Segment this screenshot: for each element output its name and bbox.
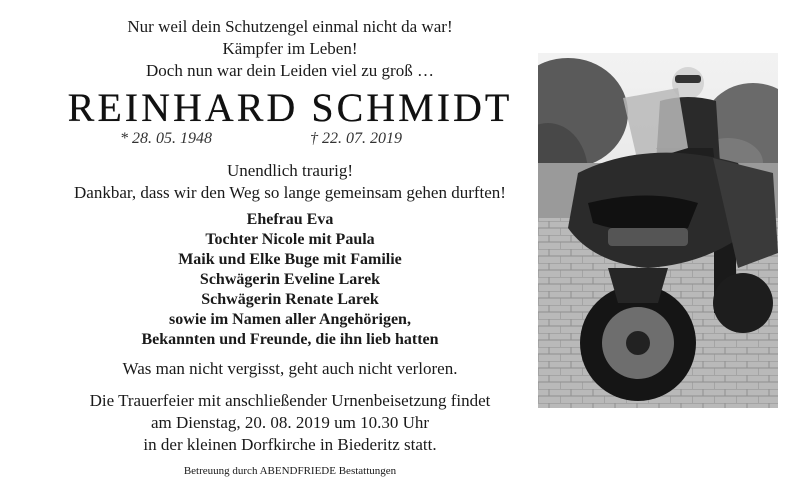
mourner-line: Tochter Nicole mit Paula <box>205 231 375 248</box>
portrait-photo <box>538 53 778 408</box>
mourner-line: Ehefrau Eva <box>246 211 334 228</box>
death-date: † 22. 07. 2019 <box>310 130 402 147</box>
mourner-line: Maik und Elke Buge mit Familie <box>178 251 402 268</box>
mourner-line: Schwägerin Renate Larek <box>201 291 379 308</box>
mourner-line: Bekannten und Freunde, die ihn lieb hatten <box>141 331 439 348</box>
obituary-text <box>40 16 540 489</box>
ceremony-line-2: am Dienstag, 20. 08. 2019 um 10.30 Uhr <box>150 413 430 432</box>
quote: Was man nicht vergisst, geht auch nicht verloren. <box>122 359 458 378</box>
life-dates <box>40 130 540 150</box>
birth-date: * 28. 05. 1948 <box>120 130 212 147</box>
ceremony-line-1: Die Trauerfeier mit anschließender Urnenbeisetzung findet <box>89 391 491 410</box>
intro-line-2: Kämpfer im Leben! <box>222 39 358 58</box>
intro-line-1: Nur weil dein Schutzengel einmal nicht da war! <box>127 17 453 36</box>
sentiment-line-1: Unendlich traurig! <box>226 161 354 180</box>
sentiment-line-2: Dankbar, dass wir den Weg so lange gemeinsam gehen durften! <box>74 183 506 202</box>
mourner-line: sowie im Namen aller Angehörigen, <box>169 311 411 328</box>
funeral-home-credit: Betreuung durch ABENDFRIEDE Bestattungen <box>183 465 397 477</box>
mourner-line: Schwägerin Eveline Larek <box>199 271 381 288</box>
intro-line-3: Doch nun war dein Leiden viel zu groß … <box>146 61 434 80</box>
ceremony-line-3: in der kleinen Dorfkirche in Biederitz statt. <box>143 435 437 454</box>
deceased-name: REINHARD SCHMIDT <box>67 85 513 130</box>
photo-image <box>538 53 778 408</box>
